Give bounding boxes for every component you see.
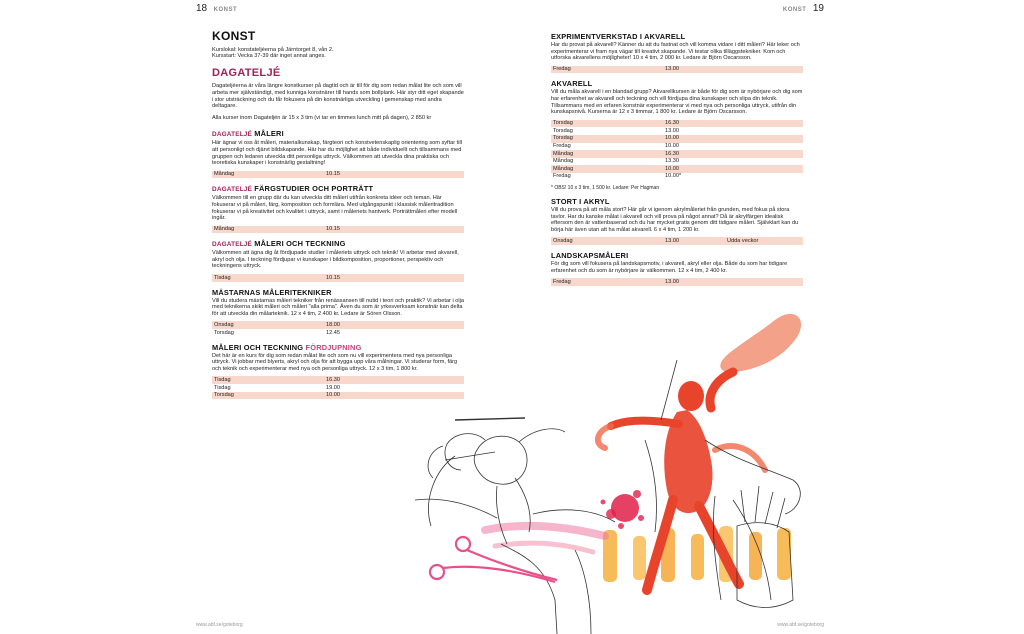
left-footer-url[interactable]: www.abf.se/goteborg [196,622,243,628]
schedule-time: 12.45 [326,329,340,336]
course-block [551,80,803,191]
schedule-fill [386,226,464,234]
schedule-fill [725,66,803,74]
course-title [551,80,803,88]
schedule-day: Torsdag [551,120,663,128]
schedule-row [212,226,464,234]
course-description: Vill du studera mästarnas måleri tekniker från renässansen till nutid i teori och praktik? Vi arbetar i olja med teknikerna skikt måleri och måleri "alla prima". Även du som är yrkesverksam konstnär kan delta för att utveckla din målarteknik. 12 x 4 tim, 2 400 kr. Ledare är Sören Olsson. [212,297,464,317]
schedule-day: Måndag [553,158,574,165]
schedule-fill [386,274,464,282]
schedule-day: Måndag [212,171,324,179]
schedule-time: 13.00 [665,127,679,134]
course-suffix: FÖRDJUPNING [305,342,362,352]
course-name: FÄRGSTUDIER OCH PORTRÄTT [254,184,374,194]
schedule-row [551,127,803,135]
course-title [212,185,464,194]
schedule-time: 18.00 [324,321,386,329]
schedule-row [551,278,803,286]
schedule-time: 16.30 [663,150,725,158]
course-title [551,198,803,206]
schedule-day: Måndag [551,165,663,173]
schedule-time: 13.00 [663,237,725,245]
right-section-label: KONST [782,7,807,13]
schedule-extra: Udda veckor [725,237,803,245]
schedule-fill [725,127,803,135]
schedule-row [551,165,803,173]
right-column [551,33,803,293]
course-name: AKVARELL [551,79,593,89]
schedule-day: Torsdag [551,135,663,143]
schedule-time: 10.00 [324,392,386,400]
course-prefix: DAGATELJÉ [212,241,253,249]
schedule-row [551,120,803,128]
schedule-day: Tisdag [212,376,324,384]
schedule-row [551,143,803,151]
schedule-row [551,135,803,143]
course-description: För dig som vill fokusera på landskapsmotiv, i akvarell, akryl eller olja. Både du som har tidigare erfarenhet och du som är nybörjare är välkommen. 12 x 4 tim, 2 400 kr. [551,261,788,274]
schedule-time: 10.15 [324,274,386,282]
course-description: Här ägnar vi oss åt måleri, materialkunskap, färgteori och konstvetenskaplig orientering som syftar till att personligt och djärvt bildskapande. Här har du möjlighet att både individuellt och tillsammans med gruppen och ledaren utveckla ditt personliga uttryck. Välkommen att utveckla dina praktiska och teoretiska kunskaper i konstnärlig gestaltning! [212,140,462,167]
schedule-table [212,171,464,179]
art-illustration [415,300,825,634]
schedule-row [212,274,464,282]
course-title [212,240,464,249]
schedule-day: Måndag [551,150,663,158]
schedule-table [212,274,464,282]
course-name: MÅLERI OCH TECKNING [254,239,346,249]
right-page-number: 19 [812,3,824,14]
dagatelje-title: DAGATELJÉ [212,66,281,79]
schedule-fill [725,158,803,166]
schedule-time: 19.00 [326,384,340,391]
course-description: Det här är en kurs för dig som redan målat lite och som nu vill experimentera med nya personliga uttryck. Vi jobbar med blyerts, akryl och olja för att bygga upp våra målningar. Vi studerar form, färg och teknik och experimenterar med nya och personliga uttryck. 12 x 3 tim, 1 800 kr. [212,352,458,372]
schedule-time: 10.15 [324,171,386,179]
schedule-row [551,158,803,166]
schedule-day: Torsdag [553,127,573,134]
schedule-day: Torsdag [212,392,324,400]
schedule-day: Fredag [553,173,571,180]
schedule-fill [725,135,803,143]
course-description: Vill du måla akvarell i en blandad grupp? Akvarellkursen är både för dig som är nybörjare och dig som har erfarenhet av akvarell och teckning och vill fördjupa dina kunskaper och slipa din teknik. Tillsammans med en erfaren konstnär experimenterar vi med nya och personliga uttryck, utifrån din kunskapsnivå. Kurserna är 12 x 3 timmar, 1 800 kr. Ledare är Björn Oscarsson. [551,89,803,116]
schedule-fill [725,165,803,173]
schedule-day: Onsdag [212,321,324,329]
course-name: EXPRIMENTVERKSTAD I AKVARELL [551,32,686,41]
course-description: Välkommen att ägna dig åt fördjupade studier i måleriets uttryck och teknik! Vi arbetar med akvarell, akryl och olja. I teckning fördjupar vi kunskaper i bildkomposition, proportioner, perspektiv och teckningens uttryck. [212,250,459,270]
course-description: Vill du prova på att måla stort? Här går vi igenom akrylmåleriet från grunden, med fokus på stora tavlor. Har du kanske målat i akvarell och vill prova på något annat? Då är akrylfärgen idealisk eftersom den är vattenbaserad och du har mycket gratis genom ditt tidigare måleri. Självklart kan du börja här även utan att ha målat akvarell. 6 x 4 tim, 1 200 kr. [551,207,799,233]
schedule-day: Fredag [551,66,663,74]
schedule-table [551,66,803,74]
course-description: Har du provat på akvarell? Känner du att du fastnat och vill komma vidare i ditt måleri? Här leker och experimenterar vi fram nya vägar till kreativt skapande. Vi testar olika tilläggstekniker. Kom och utforska akvarellens möjligheter! 10 x 4 tim, 2 000 kr. Ledare är Björn Oscarsson. [551,42,800,62]
course-block [212,240,464,281]
schedule-day: Tisdag [214,384,231,391]
sketched-figure-lines [415,360,800,634]
course-prefix: DAGATELJÉ [212,186,253,194]
schedule-time: 10.15 [324,226,386,234]
intro-location: Kurslokal: konstateljéerna på Järntorget 8, vån 2. [212,46,334,53]
course-name: MÅLERI OCH TECKNING [212,342,304,352]
intro-weeks: Kursstart: Vecka 37-39 där inget annat anges. [212,53,326,60]
left-section-label: KONST [213,7,238,13]
schedule-fill [725,150,803,158]
schedule-day: Måndag [212,226,324,234]
schedule-table [551,120,803,181]
schedule-row [551,66,803,74]
course-name: MÅLERI [254,129,284,139]
right-course-list [551,33,803,286]
course-block [212,130,464,178]
schedule-time: 13.30 [665,158,679,165]
course-name: STORT I AKRYL [551,197,610,207]
right-folio [779,3,824,14]
schedule-time: 13.00 [663,278,725,286]
schedule-row [212,171,464,179]
course-title [551,33,803,41]
schedule-row [551,237,803,245]
course-description: Välkommen till en grupp där du kan utveckla ditt måleri utifrån konkreta idéer och teman. Här fokuserar vi på måleri, färg, komposition och formlära. Med utgångspunkt i klassisk måleritradition fokuserar vi på kreativitet och kvalitet i uttryck, samt i måleriets hantverk. Porträttmåleri efter modell ingår. [212,195,458,222]
dagatelje-price: Alla kurser inom Dagateljén är 15 x 3 tim (vi tar en timmes lunch mitt på dagen), 2 850 kr [212,114,432,121]
schedule-fill [725,143,803,151]
schedule-time: 16.30 [324,376,386,384]
right-footer-url[interactable]: www.abf.se/goteborg [777,622,824,628]
course-prefix: DAGATELJÉ [212,131,253,139]
schedule-time: 10.00* [665,173,682,180]
schedule-day: Fredag [551,278,663,286]
left-page-number: 18 [196,3,208,14]
schedule-row [551,173,803,181]
schedule-table [212,226,464,234]
course-title [212,289,464,297]
schedule-time: 13.00 [663,66,725,74]
course-name: MÄSTARNAS MÅLERITEKNIKER [212,287,332,297]
page-title: KONST [212,29,256,43]
orange-brush-strokes [603,526,791,582]
schedule-time: 10.00 [663,165,725,173]
schedule-fill [725,278,803,286]
course-title [551,252,803,260]
schedule-row [551,150,803,158]
course-block [551,33,803,73]
schedule-day: Fredag [553,143,571,150]
schedule-day: Torsdag [214,329,234,336]
pink-paint-smears [485,526,605,552]
course-title [212,130,464,139]
course-note: * OBS! 10 x 3 tim, 1 500 kr. Ledare: Per Hagman [551,184,660,191]
schedule-table [551,237,803,245]
course-block [551,252,803,286]
course-name: LANDSKAPSMÅLERI [551,251,629,261]
red-paint-splashes [601,490,645,529]
schedule-fill [386,171,464,179]
schedule-time: 10.00 [665,143,679,150]
left-folio [196,3,241,14]
schedule-time: 10.00 [663,135,725,143]
course-block [212,185,464,233]
schedule-fill [725,173,803,181]
schedule-day: Onsdag [551,237,663,245]
course-block [551,198,803,245]
dagatelje-description: Dagateljéerna är våra längre konstkurser på dagtid och är till för dig som redan målat lite och som vill arbeta mer självständigt, med kunniga konstnärer till hands som bollplank. Här styr ditt eget skapande i stor utsträckning och du får fokusera på din konstnärliga utveckling i gemenskap med andra deltagare. [212,83,464,110]
schedule-time: 16.30 [663,120,725,128]
schedule-day: Tisdag [212,274,324,282]
schedule-fill [725,120,803,128]
schedule-table [551,278,803,286]
